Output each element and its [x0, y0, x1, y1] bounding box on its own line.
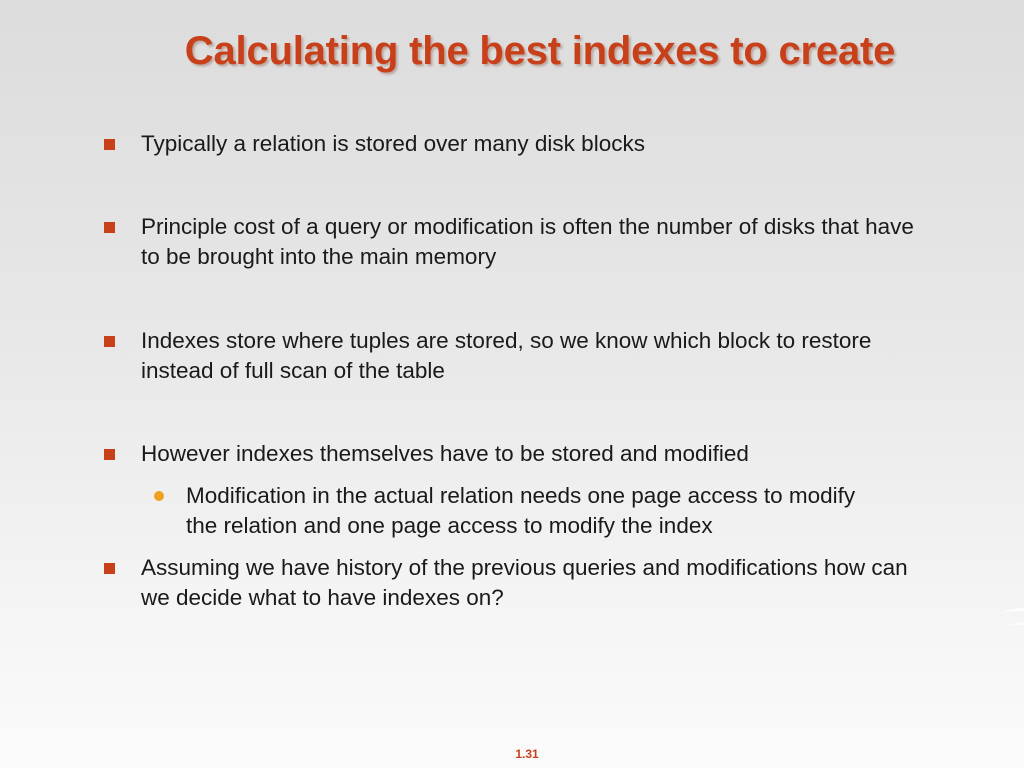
bullet-item — [141, 129, 941, 159]
decorative-swoosh-icon — [998, 600, 1024, 660]
bullet-item — [141, 212, 921, 272]
square-bullet-icon — [104, 336, 115, 347]
square-bullet-icon — [104, 563, 115, 574]
bullet-text: Principle cost of a query or modification is often the number of disks that have to be brought into the main memory — [141, 214, 914, 269]
bullet-text: Indexes store where tuples are stored, so we know which block to restore instead of full scan of the table — [141, 328, 872, 383]
bullet-item — [141, 439, 941, 469]
bullet-text: Assuming we have history of the previous queries and modifications how can we decide what to have indexes on? — [141, 555, 908, 610]
sub-bullet-text: Modification in the actual relation needs one page access to modify the relation and one page access to modify the index — [186, 483, 856, 538]
sub-bullet-item — [186, 481, 886, 541]
bullet-item — [141, 553, 931, 613]
bullet-text: Typically a relation is stored over many disk blocks — [141, 131, 645, 156]
page-number: 1.31 — [515, 747, 539, 761]
bullet-item — [141, 326, 901, 386]
round-bullet-icon — [154, 491, 164, 501]
slide-title: Calculating the best indexes to create — [184, 29, 896, 73]
square-bullet-icon — [104, 139, 115, 150]
bullet-text: However indexes themselves have to be stored and modified — [141, 441, 749, 466]
square-bullet-icon — [104, 449, 115, 460]
square-bullet-icon — [104, 222, 115, 233]
